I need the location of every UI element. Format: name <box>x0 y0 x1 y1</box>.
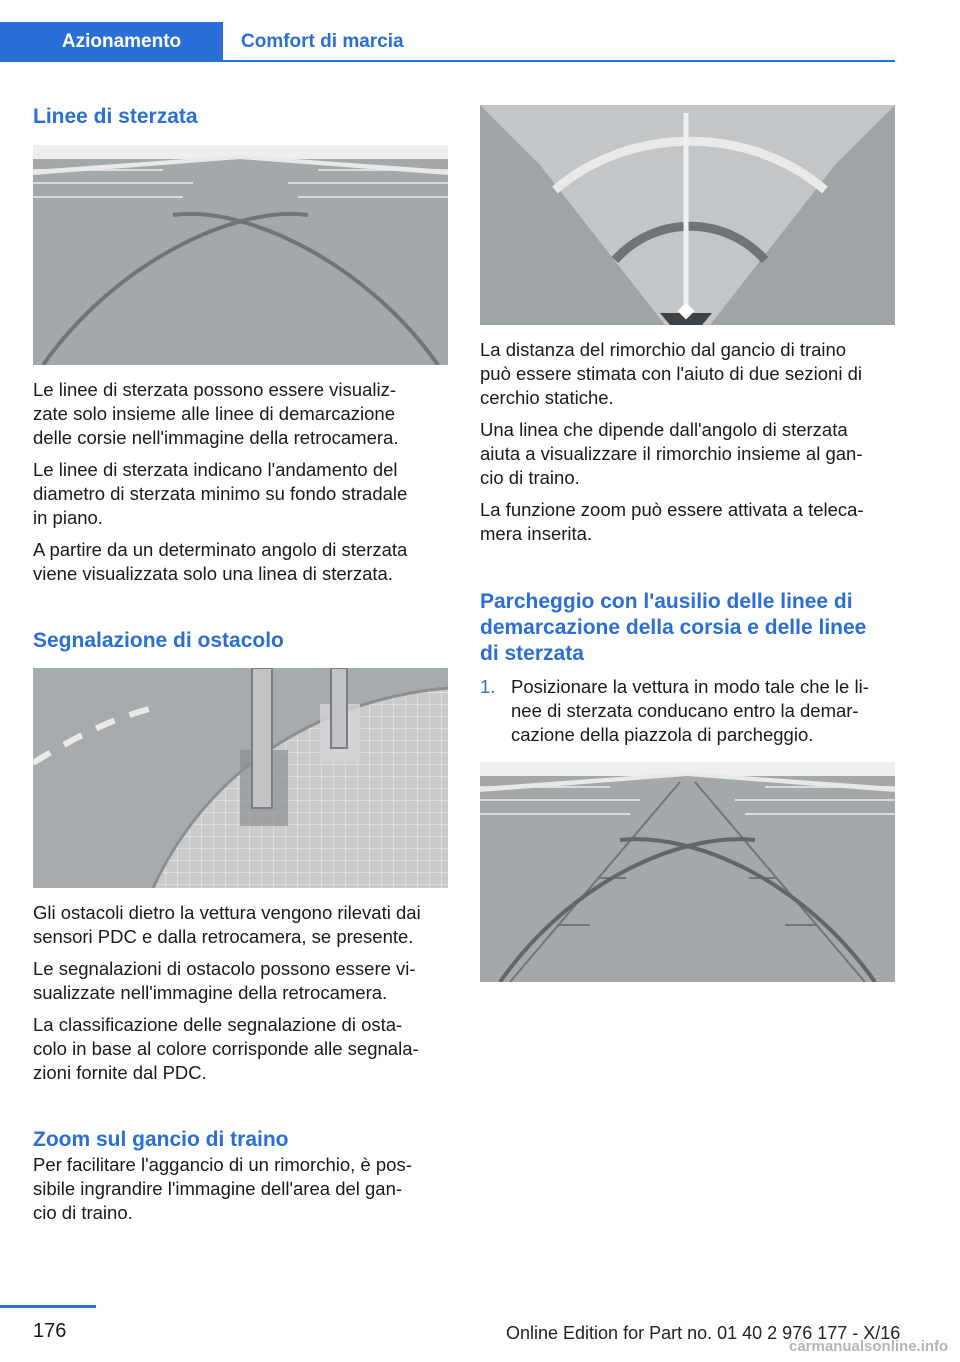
list-text: Posizionare la vettura in modo tale che le li- nee di sterzata conducano entro la demar- cazione della piazzola di parcheggio. <box>511 676 869 745</box>
steering-lines-image <box>33 145 448 365</box>
left-heading-2 <box>33 628 448 654</box>
paragraph: Per facilitare l'aggancio di un rimorchio, è pos- sibile ingrandire l'immagine dell'area del gan- cio di traino. <box>33 1154 412 1223</box>
chapter-header <box>0 0 960 62</box>
left-text-block-2 <box>33 901 448 1093</box>
left-text-block-1 <box>33 378 448 594</box>
tab-azionamento[interactable]: Azionamento <box>0 22 223 62</box>
paragraph: Gli ostacoli dietro la vettura vengono rilevati dai sensori PDC e dalla retrocamera, se presente. <box>33 902 421 947</box>
page-number: 176 <box>33 1320 67 1342</box>
heading-zoom-gancio: Zoom sul gancio di traino <box>33 1128 289 1151</box>
right-text-block-1 <box>480 338 895 554</box>
tab-comfort-di-marcia[interactable]: Comfort di marcia <box>241 31 404 52</box>
paragraph: Le linee di sterzata possono essere visualiz- zate solo insieme alle linee di demarcazione delle corsie nell'immagine della retrocamera. <box>33 379 399 448</box>
paragraph: Le linee di sterzata indicano l'andamento del diametro di sterzata minimo su fondo stradale in piano. <box>33 459 408 528</box>
paragraph: La classificazione delle segnalazione di osta- colo in base al colore corrisponde alle segnala- zioni fornite dal PDC. <box>33 1014 419 1083</box>
obstacle-marking-image <box>33 668 448 888</box>
paragraph: Una linea che dipende dall'angolo di sterzata aiuta a visualizzare il rimorchio insieme al gan- cio di traino. <box>480 419 863 488</box>
parking-lines-image <box>480 762 895 982</box>
header-divider <box>0 60 895 62</box>
list-item <box>480 675 895 747</box>
left-text-block-3 <box>33 1127 448 1233</box>
paragraph: La distanza del rimorchio dal gancio di traino può essere stimata con l'aiuto di due sezioni di cerchio statiche. <box>480 339 862 408</box>
paragraph: A partire da un determinato angolo di sterzata viene visualizzata solo una linea di sterzata. <box>33 539 408 584</box>
left-column <box>33 104 448 130</box>
paragraph: Le segnalazioni di ostacolo possono essere vi- sualizzate nell'immagine della retrocamera. <box>33 958 416 1003</box>
list-number: 1. <box>480 676 496 697</box>
heading-segnalazione-ostacolo: Segnalazione di ostacolo <box>33 629 284 652</box>
tow-hook-zoom-image <box>480 105 895 325</box>
heading-linee-di-sterzata: Linee di sterzata <box>33 105 198 128</box>
edition-note: Online Edition for Part no. 01 40 2 976 177 - X/16 <box>506 1323 901 1343</box>
footer-divider <box>0 1305 96 1308</box>
paragraph: La funzione zoom può essere attivata a teleca- mera inserita. <box>480 499 864 544</box>
heading-parcheggio: Parcheggio con l'ausilio delle linee di demarcazione della corsia e delle linee di sterzata <box>480 590 867 665</box>
right-text-block-2 <box>480 589 895 747</box>
watermark: carmanualsonline.info <box>789 1338 949 1355</box>
